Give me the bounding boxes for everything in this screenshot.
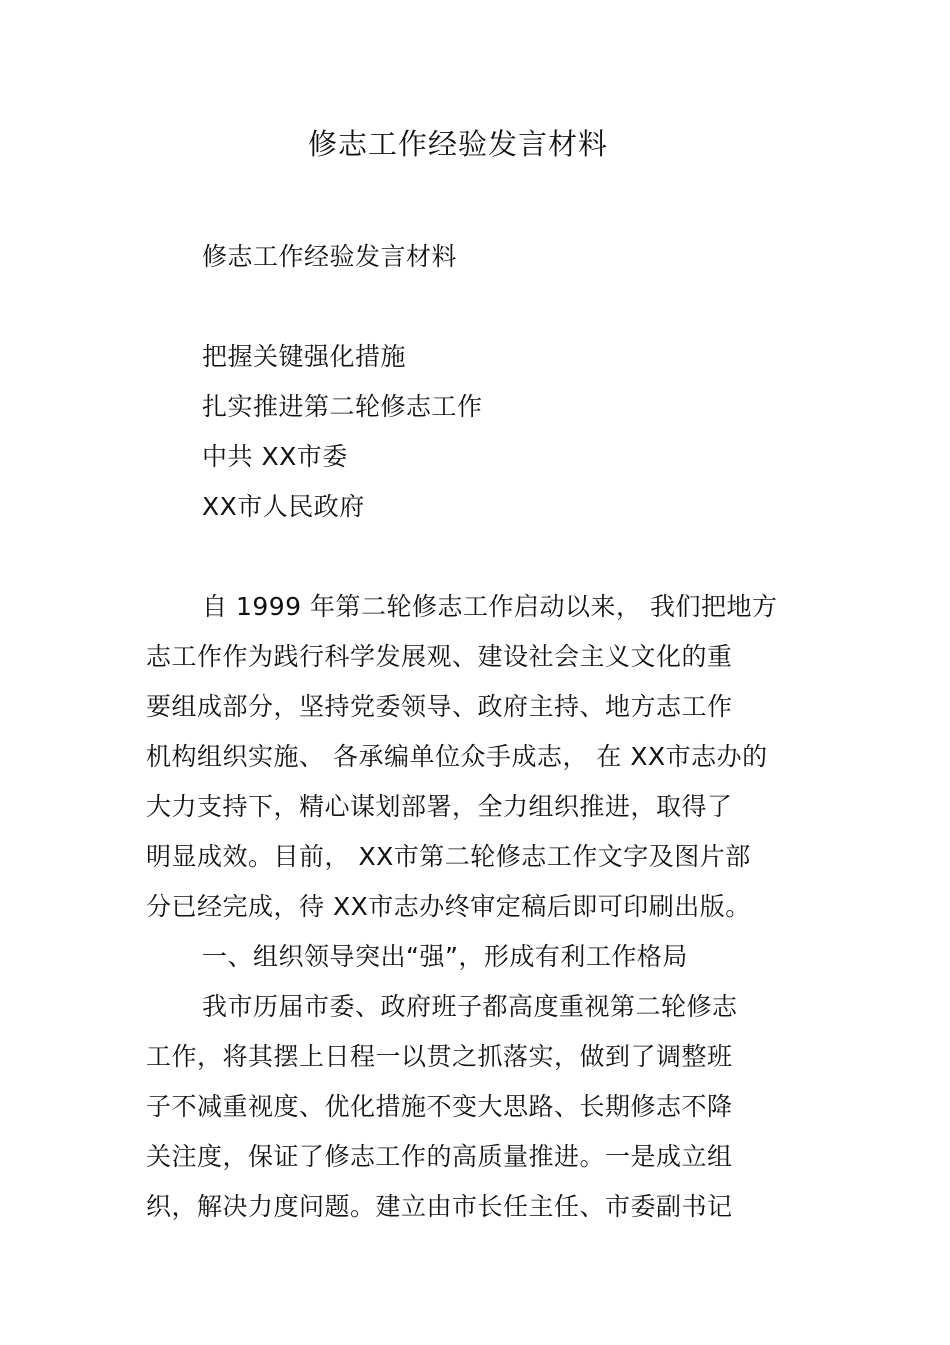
paragraph-line: 大力支持下，精心谋划部署，全力组织推进，取得了 (146, 792, 733, 821)
paragraph-line: 机构组织实施、 各承编单位众手成志， 在 XX市志办的 (146, 742, 768, 771)
paragraph-line: 我市历届市委、政府班子都高度重视第二轮修志 (202, 992, 738, 1021)
paragraph-line: 关注度，保证了修志工作的高质量推进。一是成立组 (146, 1142, 733, 1171)
paragraph-line: 工作，将其摆上日程一以贯之抓落实，做到了调整班 (146, 1042, 733, 1071)
paragraph-line: 明显成效。目前， XX市第二轮修志工作文字及图片部 (146, 842, 751, 871)
paragraph-line: 志工作作为践行科学发展观、建设社会主义文化的重 (146, 642, 733, 671)
heading-line: 中共 XX市委 (202, 442, 348, 471)
document-subtitle: 修志工作经验发言材料 (202, 242, 458, 271)
paragraph-line: 要组成部分，坚持党委领导、政府主持、地方志工作 (146, 692, 733, 721)
section-heading: 一、组织领导突出“强”，形成有利工作格局 (202, 942, 688, 971)
paragraph-line: 分已经完成，待 XX市志办终审定稿后即可印刷出版。 (146, 892, 751, 921)
document-title: 修志工作经验发言材料 (307, 127, 608, 161)
heading-line: 扎实推进第二轮修志工作 (202, 392, 483, 421)
paragraph-line: 子不减重视度、优化措施不变大思路、长期修志不降 (146, 1092, 733, 1121)
paragraph-line: 织，解决力度问题。建立由市长任主任、市委副书记 (146, 1192, 733, 1221)
heading-line: 把握关键强化措施 (202, 342, 407, 371)
heading-line: XX市人民政府 (202, 492, 365, 521)
paragraph-line: 自 1999 年第二轮修志工作启动以来， 我们把地方 (202, 592, 778, 621)
